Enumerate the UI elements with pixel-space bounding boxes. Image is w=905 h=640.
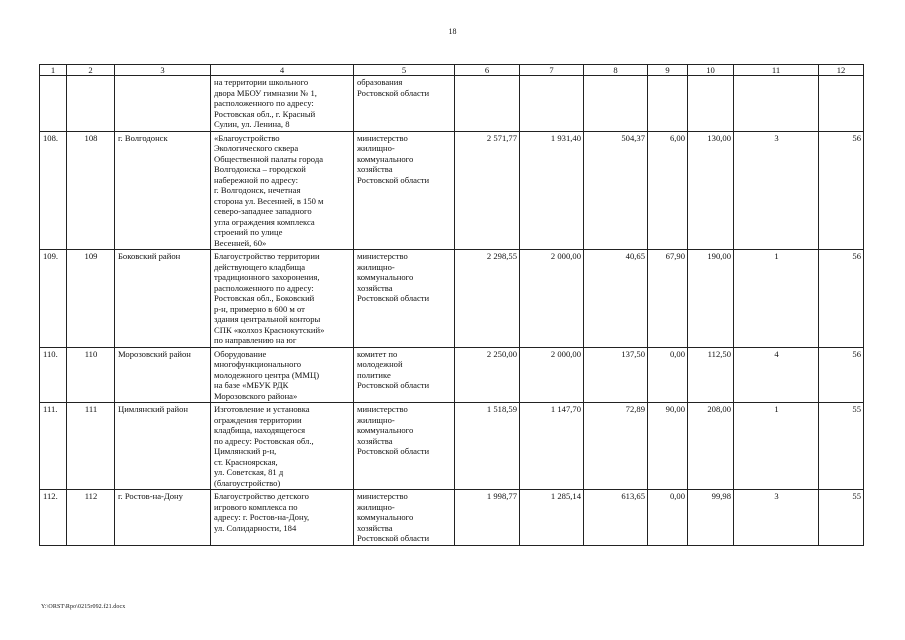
cell-line: Ростовской области	[357, 380, 430, 390]
cell-line: жилищно-	[357, 261, 395, 272]
total-cost-cell	[455, 76, 520, 132]
cell-line: коммунального	[357, 272, 414, 282]
cell-line: хозяйства	[357, 282, 393, 293]
project-description-cell	[211, 131, 354, 250]
municipality-cell: г. Ростов-на-Дону	[115, 490, 211, 546]
cell-line: северо-западнее западного	[214, 206, 312, 216]
object-number-cell: 111	[67, 403, 115, 490]
table-row	[40, 490, 864, 546]
cell-line: ул. Советская, 81 д	[214, 467, 284, 477]
extra-budget-cell: 67,90	[648, 250, 688, 348]
cell-line: ул. Солидарности, 184	[214, 522, 297, 533]
cell-line: Ростовская обл., г. Красный	[214, 108, 316, 119]
total-cost-cell: 2 571,77	[455, 131, 520, 250]
cell-line: строений по улице	[214, 227, 283, 237]
cell-line: «Благоустройство	[214, 132, 280, 143]
value-col-11-cell: 3	[734, 131, 819, 250]
regional-budget-cell: 1 285,14	[520, 490, 584, 546]
cell-line: коммунального	[357, 512, 414, 522]
regional-budget-cell: 1 147,70	[520, 403, 584, 490]
regional-budget-cell: 2 000,00	[520, 347, 584, 403]
row-number-cell: 111.	[40, 403, 67, 490]
cell-line: хозяйства	[357, 435, 393, 446]
cell-line: Ростовской области	[357, 174, 430, 185]
value-col-12-cell: 55	[819, 403, 864, 490]
column-header-8: 8	[584, 65, 648, 76]
cell-line: набережной по адресу:	[214, 174, 299, 185]
table-row	[40, 250, 864, 348]
cell-line: (благоустройство)	[214, 477, 281, 488]
column-header-6: 6	[455, 65, 520, 76]
value-col-10-cell: 208,00	[688, 403, 734, 490]
local-budget-cell: 613,65	[584, 490, 648, 546]
cell-line: жилищно-	[357, 501, 395, 512]
object-number-cell: 112	[67, 490, 115, 546]
cell-line: хозяйства	[357, 164, 393, 174]
extra-budget-cell: 90,00	[648, 403, 688, 490]
municipality-cell	[115, 76, 211, 132]
extra-budget-cell: 6,00	[648, 131, 688, 250]
cell-line: расположенного по адресу:	[214, 98, 314, 108]
cell-line: сторона ул. Весенней, в 150 м	[214, 195, 324, 206]
cell-line: образования	[357, 77, 403, 87]
object-number-cell	[67, 76, 115, 132]
projects-table	[39, 64, 864, 546]
project-description-cell	[211, 347, 354, 403]
value-col-11-cell: 1	[734, 403, 819, 490]
cell-line: Ростовской области	[357, 87, 430, 98]
cell-line: Сулин, ул. Ленина, 8	[214, 119, 290, 129]
cell-line: ст. Красноярская,	[214, 456, 278, 467]
local-budget-cell: 40,65	[584, 250, 648, 348]
value-col-12-cell: 56	[819, 347, 864, 403]
cell-line: Ростовской области	[357, 293, 430, 303]
cell-line: расположенного по адресу:	[214, 282, 314, 293]
extra-budget-cell: 0,00	[648, 490, 688, 546]
cell-line: р-н, примерно в 600 м от	[214, 303, 305, 314]
cell-line: СПК «колхоз Краснокутский»	[214, 324, 325, 335]
row-number-cell: 112.	[40, 490, 67, 546]
table-row	[40, 76, 864, 132]
cell-line: министерство	[357, 491, 408, 501]
value-col-12-cell	[819, 76, 864, 132]
page-number: 18	[448, 27, 457, 36]
cell-line: жилищно-	[357, 143, 395, 153]
local-budget-cell: 504,37	[584, 131, 648, 250]
value-col-10-cell: 112,50	[688, 347, 734, 403]
column-header-11: 11	[734, 65, 819, 76]
column-header-9: 9	[648, 65, 688, 76]
cell-line: Общественной палаты города	[214, 153, 324, 164]
column-header-4: 4	[211, 65, 354, 76]
municipality-cell: Морозовский район	[115, 347, 211, 403]
cell-line: здания центральной конторы	[214, 314, 321, 324]
row-number-cell	[40, 76, 67, 132]
cell-line: угла ограждения комплекса	[214, 216, 315, 227]
total-cost-cell: 1 518,59	[455, 403, 520, 490]
value-col-12-cell: 56	[819, 131, 864, 250]
table-row	[40, 403, 864, 490]
value-col-10-cell	[688, 76, 734, 132]
cell-line: на базе «МБУК РДК	[214, 380, 289, 390]
cell-line: двора МБОУ гимназии № 1,	[214, 87, 317, 98]
value-col-11-cell: 4	[734, 347, 819, 403]
extra-budget-cell: 0,00	[648, 347, 688, 403]
cell-line: Благоустройство детского	[214, 491, 309, 501]
column-header-5: 5	[354, 65, 455, 76]
cell-line: г. Волгодонск, нечетная	[214, 185, 301, 195]
cell-line: министерство	[357, 132, 408, 143]
cell-line: действующего кладбища	[214, 261, 306, 272]
regional-budget-cell: 1 931,40	[520, 131, 584, 250]
project-description-cell	[211, 250, 354, 348]
object-number-cell: 110	[67, 347, 115, 403]
cell-line: Оборудование	[214, 348, 267, 359]
project-description-cell	[211, 403, 354, 490]
cell-line: традиционного захоронения,	[214, 272, 320, 282]
cell-line: по адресу: Ростовская обл.,	[214, 435, 314, 446]
total-cost-cell: 1 998,77	[455, 490, 520, 546]
local-budget-cell: 72,89	[584, 403, 648, 490]
cell-line: Волгодонска – городской	[214, 164, 306, 174]
cell-line: Весенней, 60»	[214, 237, 267, 248]
cell-line: кладбища, находящегося	[214, 425, 306, 435]
cell-line: Цимлянский р-н,	[214, 446, 277, 456]
value-col-11-cell: 3	[734, 490, 819, 546]
cell-line: молодежного центра (ММЦ)	[214, 369, 320, 380]
cell-line: Ростовская обл., Боковский	[214, 293, 315, 303]
column-header-7: 7	[520, 65, 584, 76]
table-row	[40, 347, 864, 403]
value-col-10-cell: 190,00	[688, 250, 734, 348]
local-budget-cell	[584, 76, 648, 132]
object-number-cell: 109	[67, 250, 115, 348]
project-description-cell	[211, 490, 354, 546]
total-cost-cell: 2 250,00	[455, 347, 520, 403]
cell-line: Морозовского района»	[214, 390, 298, 401]
row-number-cell: 109.	[40, 250, 67, 348]
responsible-authority-cell	[354, 490, 455, 546]
municipality-cell: Боковский район	[115, 250, 211, 348]
column-header-3: 3	[115, 65, 211, 76]
column-header-12: 12	[819, 65, 864, 76]
cell-line: Благоустройство территории	[214, 251, 320, 261]
cell-line: Экологического сквера	[214, 143, 299, 153]
object-number-cell: 108	[67, 131, 115, 250]
cell-line: политике	[357, 369, 391, 380]
value-col-10-cell: 99,98	[688, 490, 734, 546]
file-path-footer: Y:\ORST\Rpo\0215r092.f21.docx	[41, 604, 126, 610]
responsible-authority-cell	[354, 250, 455, 348]
row-number-cell: 110.	[40, 347, 67, 403]
responsible-authority-cell	[354, 131, 455, 250]
total-cost-cell: 2 298,55	[455, 250, 520, 348]
local-budget-cell: 137,50	[584, 347, 648, 403]
municipality-cell: г. Волгодонск	[115, 131, 211, 250]
value-col-12-cell: 55	[819, 490, 864, 546]
cell-line: на территории школьного	[214, 77, 309, 87]
responsible-authority-cell	[354, 347, 455, 403]
cell-line: министерство	[357, 404, 408, 414]
column-header-2: 2	[67, 65, 115, 76]
cell-line: жилищно-	[357, 414, 395, 425]
regional-budget-cell	[520, 76, 584, 132]
value-col-10-cell: 130,00	[688, 131, 734, 250]
cell-line: ограждения территории	[214, 414, 302, 425]
regional-budget-cell: 2 000,00	[520, 250, 584, 348]
extra-budget-cell	[648, 76, 688, 132]
cell-line: многофункционального	[214, 359, 302, 369]
column-header-10: 10	[688, 65, 734, 76]
value-col-11-cell	[734, 76, 819, 132]
column-header-1: 1	[40, 65, 67, 76]
cell-line: молодежной	[357, 359, 403, 369]
cell-line: комитет по	[357, 348, 398, 359]
cell-line: по направлению на юг	[214, 335, 297, 345]
row-number-cell: 108.	[40, 131, 67, 250]
cell-line: министерство	[357, 251, 408, 261]
responsible-authority-cell	[354, 76, 455, 132]
cell-line: хозяйства	[357, 522, 393, 533]
cell-line: Изготовление и установка	[214, 404, 310, 414]
value-col-12-cell: 56	[819, 250, 864, 348]
cell-line: коммунального	[357, 153, 414, 164]
project-description-cell	[211, 76, 354, 132]
table-row	[40, 131, 864, 250]
cell-line: Ростовской области	[357, 533, 430, 543]
value-col-11-cell: 1	[734, 250, 819, 348]
cell-line: Ростовской области	[357, 446, 430, 456]
cell-line: адресу: г. Ростов-на-Дону,	[214, 512, 310, 522]
cell-line: игрового комплекса по	[214, 501, 298, 512]
municipality-cell: Цимлянский район	[115, 403, 211, 490]
responsible-authority-cell	[354, 403, 455, 490]
cell-line: коммунального	[357, 425, 414, 435]
header-row	[40, 65, 864, 76]
